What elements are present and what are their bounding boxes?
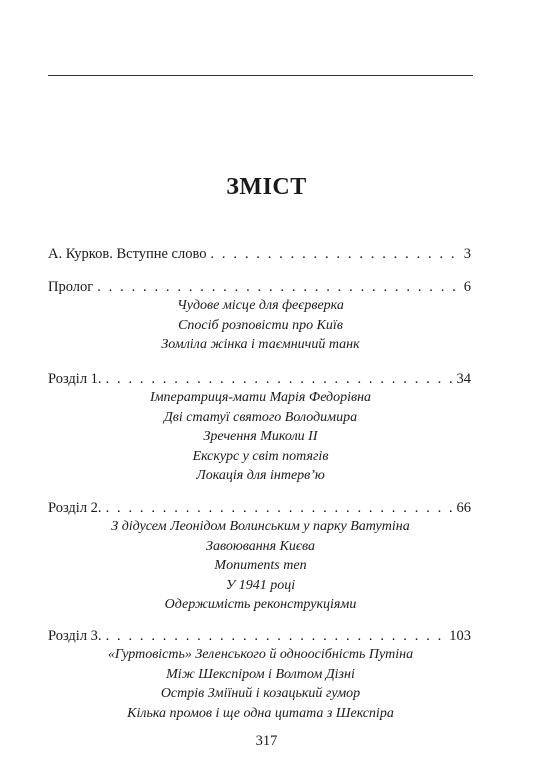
toc-subitem: З дідусем Леонідом Волинським у парку Ватутіна <box>111 519 410 534</box>
toc-entry-page: 103 <box>449 628 471 644</box>
toc-entry-chapter-1[interactable] <box>48 370 471 388</box>
toc-subitem: Одержимість реконструкціями <box>164 597 357 613</box>
toc-subitems-prologue <box>48 296 473 355</box>
toc-subitem: Між Шекспіром і Волтом Дізні <box>166 666 355 682</box>
toc-subitem: Локація для інтерв’ю <box>196 468 325 484</box>
toc-subitem: Завоювання Києва <box>206 538 315 554</box>
toc-subitem: Острів Зміїний і козацький гумор <box>160 686 361 702</box>
toc-subitems-chapter-1 <box>48 388 473 486</box>
toc-entry-title: Розділ 3. <box>48 628 102 644</box>
toc-subitem: Екскурс у світ потягів <box>192 448 329 464</box>
toc-entry-title: Розділ 2. <box>48 500 102 516</box>
toc-subitem: Кілька промов і ще одна цитата з Шекспіра <box>127 705 394 721</box>
toc-subitem: Чудове місце для феєрверка <box>177 298 344 313</box>
toc-entry-page: 66 <box>456 500 471 516</box>
toc-subitem: Дві статуї святого Володимира <box>163 409 358 425</box>
toc-leader-dots <box>97 278 460 296</box>
toc-leader-dots <box>210 245 459 263</box>
toc-entry-intro[interactable] <box>48 245 471 263</box>
page-title: ЗМІСТ <box>226 174 307 200</box>
toc-leader-dots <box>106 627 446 645</box>
page-number: 317 <box>255 733 278 749</box>
toc-subitem: Імператриця-мати Марія Федорівна <box>149 390 372 405</box>
toc-entry-title: Пролог <box>48 279 94 295</box>
toc-entry-chapter-3[interactable] <box>48 627 471 645</box>
toc-leader-dots <box>106 499 453 517</box>
toc-subitem: У 1941 році <box>225 577 296 593</box>
toc-subitem: Monuments men <box>214 558 307 574</box>
toc-entry-title: Розділ 1. <box>48 371 102 387</box>
toc-subitem: Зречення Миколи ІІ <box>203 429 318 445</box>
toc-subitems-chapter-2 <box>48 517 473 615</box>
toc-entry-prologue[interactable] <box>48 278 471 296</box>
toc-entry-page: 6 <box>463 279 471 295</box>
toc-subitem: Зомліла жінка і таємничий танк <box>161 337 360 353</box>
toc-leader-dots <box>106 370 453 388</box>
toc-entry-page: 3 <box>463 246 471 262</box>
top-rule <box>48 75 473 76</box>
toc-subitems-chapter-3 <box>48 645 473 723</box>
toc-entry-page: 34 <box>456 371 471 387</box>
toc-subitem: «Гуртовість» Зеленського й одноосібність Путіна <box>107 647 414 662</box>
toc-entry-title: А. Курков. Вступне слово <box>48 246 207 262</box>
toc-entry-chapter-2[interactable] <box>48 499 471 517</box>
toc-subitem: Спосіб розповісти про Київ <box>178 317 343 333</box>
